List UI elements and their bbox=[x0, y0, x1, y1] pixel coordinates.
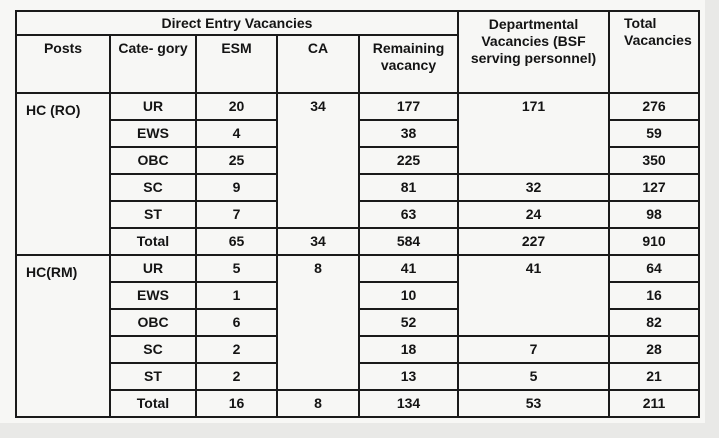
ca-cell: 8 bbox=[277, 255, 359, 390]
total-row bbox=[16, 390, 699, 417]
posts-header: Posts bbox=[16, 35, 110, 93]
remaining-header: Remaining vacancy bbox=[359, 35, 458, 93]
total-cell: 276 bbox=[609, 93, 699, 120]
post-cell: HC(RM) bbox=[16, 255, 110, 417]
esm-cell: 25 bbox=[196, 147, 277, 174]
total-cell: 82 bbox=[609, 309, 699, 336]
remaining-cell: 177 bbox=[359, 93, 458, 120]
esm-cell: 20 bbox=[196, 93, 277, 120]
total-vacancies-header: Total Vacancies bbox=[609, 11, 699, 93]
vacancy-table bbox=[15, 10, 700, 418]
departmental-cell: 5 bbox=[458, 363, 609, 390]
total-cell: 59 bbox=[609, 120, 699, 147]
total-cell: 16 bbox=[609, 282, 699, 309]
total-row bbox=[16, 228, 699, 255]
remaining-cell: 41 bbox=[359, 255, 458, 282]
category-cell: ST bbox=[110, 201, 196, 228]
remaining-cell: 225 bbox=[359, 147, 458, 174]
total-cell: 211 bbox=[609, 390, 699, 417]
category-header: Cate- gory bbox=[110, 35, 196, 93]
departmental-cell: 171 bbox=[458, 93, 609, 174]
category-cell: OBC bbox=[110, 147, 196, 174]
total-cell: 64 bbox=[609, 255, 699, 282]
total-cell: 28 bbox=[609, 336, 699, 363]
esm-cell: 65 bbox=[196, 228, 277, 255]
remaining-cell: 18 bbox=[359, 336, 458, 363]
ca-header: CA bbox=[277, 35, 359, 93]
esm-cell: 2 bbox=[196, 336, 277, 363]
esm-cell: 5 bbox=[196, 255, 277, 282]
departmental-cell: 24 bbox=[458, 201, 609, 228]
category-cell: UR bbox=[110, 255, 196, 282]
table-row bbox=[16, 93, 699, 120]
esm-cell: 6 bbox=[196, 309, 277, 336]
ca-cell: 8 bbox=[277, 390, 359, 417]
remaining-cell: 584 bbox=[359, 228, 458, 255]
category-cell: SC bbox=[110, 336, 196, 363]
total-cell: 350 bbox=[609, 147, 699, 174]
remaining-cell: 52 bbox=[359, 309, 458, 336]
esm-cell: 2 bbox=[196, 363, 277, 390]
total-cell: 21 bbox=[609, 363, 699, 390]
remaining-cell: 63 bbox=[359, 201, 458, 228]
esm-header: ESM bbox=[196, 35, 277, 93]
departmental-cell: 7 bbox=[458, 336, 609, 363]
table-row bbox=[16, 255, 699, 282]
remaining-cell: 13 bbox=[359, 363, 458, 390]
category-cell: Total bbox=[110, 390, 196, 417]
remaining-cell: 134 bbox=[359, 390, 458, 417]
total-cell: 127 bbox=[609, 174, 699, 201]
remaining-cell: 10 bbox=[359, 282, 458, 309]
departmental-cell: 227 bbox=[458, 228, 609, 255]
esm-cell: 4 bbox=[196, 120, 277, 147]
category-cell: EWS bbox=[110, 282, 196, 309]
esm-cell: 16 bbox=[196, 390, 277, 417]
total-cell: 98 bbox=[609, 201, 699, 228]
direct-entry-header: Direct Entry Vacancies bbox=[16, 11, 458, 35]
esm-cell: 7 bbox=[196, 201, 277, 228]
remaining-cell: 38 bbox=[359, 120, 458, 147]
category-cell: OBC bbox=[110, 309, 196, 336]
remaining-cell: 81 bbox=[359, 174, 458, 201]
category-cell: UR bbox=[110, 93, 196, 120]
departmental-header: Departmental Vacancies (BSF serving personnel) bbox=[458, 11, 609, 93]
category-cell: SC bbox=[110, 174, 196, 201]
esm-cell: 9 bbox=[196, 174, 277, 201]
category-cell: ST bbox=[110, 363, 196, 390]
header-row-1 bbox=[16, 11, 699, 35]
ca-cell: 34 bbox=[277, 228, 359, 255]
total-cell: 910 bbox=[609, 228, 699, 255]
departmental-cell: 53 bbox=[458, 390, 609, 417]
departmental-cell: 32 bbox=[458, 174, 609, 201]
esm-cell: 1 bbox=[196, 282, 277, 309]
category-cell: Total bbox=[110, 228, 196, 255]
ca-cell: 34 bbox=[277, 93, 359, 228]
departmental-cell: 41 bbox=[458, 255, 609, 336]
post-cell: HC (RO) bbox=[16, 93, 110, 255]
category-cell: EWS bbox=[110, 120, 196, 147]
